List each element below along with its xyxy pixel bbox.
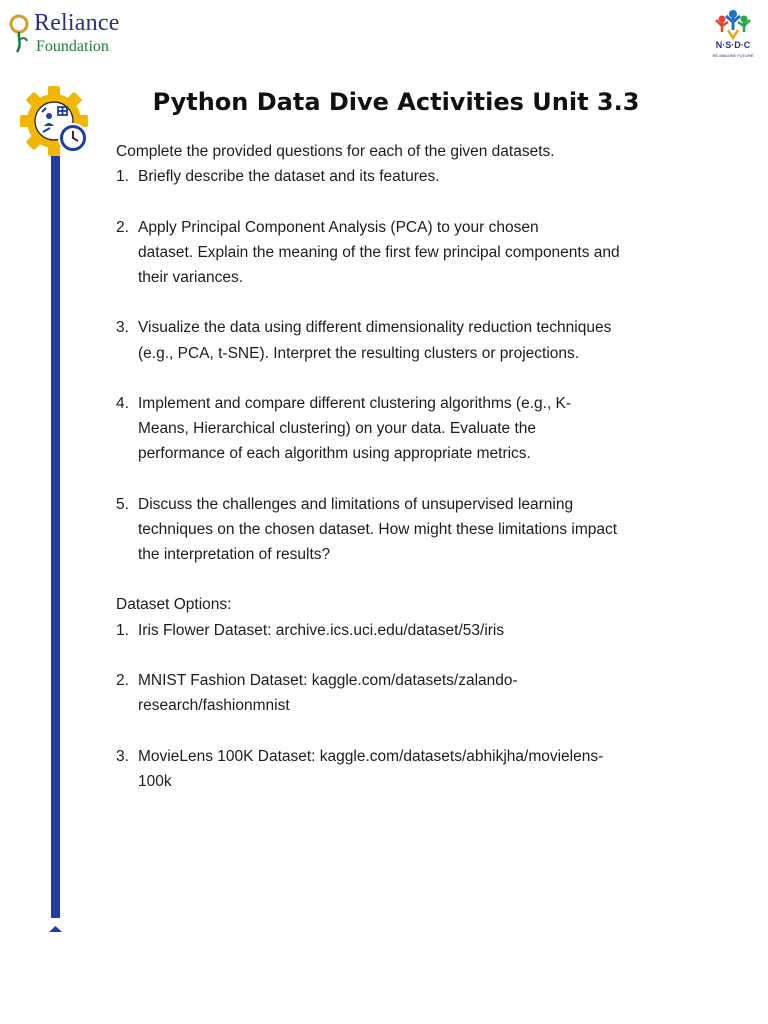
question-line: performance of each algorithm using appropriate metrics. xyxy=(138,445,531,463)
question-number: 4. xyxy=(116,394,129,412)
question-number: 3. xyxy=(116,319,129,337)
intro-text: Complete the provided questions for each of the given datasets. xyxy=(116,143,555,160)
question-line: Means, Hierarchical clustering) on your data. Evaluate the xyxy=(138,420,537,438)
question-number: 2. xyxy=(116,218,129,236)
question-line: Apply Principal Component Analysis (PCA) to your chosen xyxy=(138,218,539,236)
dataset-number: 2. xyxy=(116,671,129,689)
question-number: 5. xyxy=(116,495,129,513)
activity-content xyxy=(116,139,696,794)
question-2 xyxy=(116,215,696,291)
question-number: 1. xyxy=(116,168,129,186)
dataset-line: Iris Flower Dataset: archive.ics.uci.edu/dataset/53/iris xyxy=(138,621,505,639)
dataset-2 xyxy=(116,668,696,718)
dataset-line: MovieLens 100K Dataset: kaggle.com/datasets/abhikjha/movielens- xyxy=(138,747,604,765)
question-3 xyxy=(116,315,696,365)
question-line: their variances. xyxy=(138,268,244,286)
question-line: dataset. Explain the meaning of the first few principal components and xyxy=(138,243,620,261)
page-title: Python Data Dive Activities Unit 3.3 xyxy=(152,88,640,116)
dataset-line: MNIST Fashion Dataset: kaggle.com/datasets/zalando- xyxy=(138,671,518,689)
nsdc-figures-icon xyxy=(702,8,764,40)
reliance-foundation-logo xyxy=(8,10,148,54)
question-5 xyxy=(116,492,696,568)
question-1 xyxy=(116,164,696,189)
question-line: techniques on the chosen dataset. How might these limitations impact xyxy=(138,520,618,538)
question-line: Briefly describe the dataset and its features. xyxy=(138,168,440,186)
dataset-number: 3. xyxy=(116,747,129,765)
question-line: Implement and compare different clustering algorithms (e.g., K- xyxy=(138,394,572,412)
question-line: (e.g., PCA, t-SNE). Interpret the resulting clusters or projections. xyxy=(138,344,580,362)
timeline-end-arrow-icon xyxy=(49,912,62,934)
dataset-3 xyxy=(116,744,696,794)
dataset-1 xyxy=(116,618,696,643)
question-line: the interpretation of results? xyxy=(138,546,331,563)
dataset-line: 100k xyxy=(138,772,172,790)
timeline-bar xyxy=(51,156,60,918)
reliance-logo-line1: Reliance xyxy=(34,10,120,36)
dataset-line: research/fashionmnist xyxy=(138,697,290,715)
question-line: Visualize the data using different dimensionality reduction techniques xyxy=(138,319,612,337)
reliance-logo-line2: Foundation xyxy=(36,38,109,55)
nsdc-logo xyxy=(702,8,764,58)
gear-clock-icon xyxy=(20,86,92,158)
dataset-number: 1. xyxy=(116,621,129,639)
question-line: Discuss the challenges and limitations of unsupervised learning xyxy=(138,495,574,513)
dataset-heading: Dataset Options: xyxy=(116,596,232,614)
question-4 xyxy=(116,391,696,467)
nsdc-tagline: RE-IMAGINE FUTURE xyxy=(712,53,754,58)
nsdc-letters: N·S·D·C xyxy=(715,40,751,50)
